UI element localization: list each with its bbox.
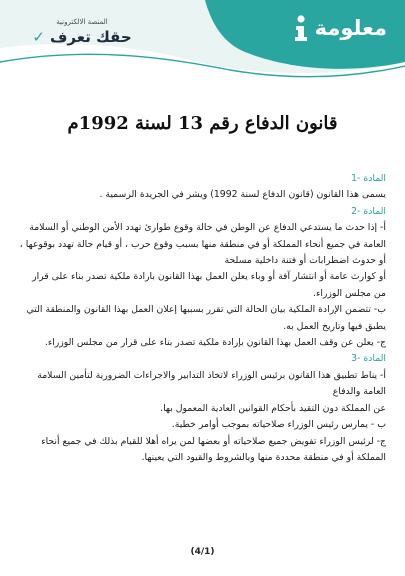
text-line: يطبق فيها وتاريخ العمل به. bbox=[283, 320, 386, 332]
text-line: أ- إذا حدث ما يستدعي الدفاع عن الوطن في حالة وقوع طوارئ تهدد الأمن الوطني أو السلامة bbox=[29, 222, 386, 234]
text-line: العامة والدفاع bbox=[332, 386, 386, 398]
text-line: يسمى هذا القانون (قانون الدفاع لسنة 1992) ويشر في الجريدة الرسمية . bbox=[99, 189, 386, 201]
page-header bbox=[0, 0, 405, 80]
text-line: أو كوارث عامة أو انتشار آفة أو وباء يعلن العمل بهذا القانون بارادة ملكية تصدر بناء على قرار bbox=[32, 271, 386, 283]
brand-logo[interactable] bbox=[291, 14, 387, 42]
text-line: أ- يناط تطبيق هذا القانون برئيس الوزراء لاتخاذ التدابير والاجراءات الضرورية لتأمين السلامة bbox=[37, 369, 386, 381]
brand-logo-name: معلومة bbox=[314, 16, 387, 40]
info-icon bbox=[291, 14, 311, 42]
text-line: العامة في جميع أنحاء المملكة أو في منطقة منها بسبب وقوع حرب ، أو قيام حالة تهدد بوقوعها ، bbox=[19, 238, 386, 250]
article-heading: المادة -2 bbox=[351, 205, 386, 217]
text-line: أو حدوث اضطرابات أو فتنة داخلية مسلحة bbox=[224, 255, 386, 267]
article-heading: المادة -3 bbox=[351, 353, 386, 365]
platform-logo-caption: المنصة الالكترونية bbox=[56, 18, 108, 26]
text-line: المملكة أو في منطقة محددة منها وبالشروط والقيود التي يعينها. bbox=[141, 451, 386, 463]
document-title: قانون الدفاع رقم 13 لسنة 1992م bbox=[67, 113, 338, 134]
platform-logo[interactable] bbox=[12, 18, 152, 58]
text-line: من مجلس الوزراء. bbox=[313, 287, 386, 299]
platform-logo-name: حقك تعرف bbox=[50, 28, 132, 46]
text-line: ب- تتضمن الإرادة الملكية بيان الحالة التي تقرر بسببها إعلان العمل بهذا القانون والمنطقة التي bbox=[26, 304, 386, 316]
page-number: (4/1) bbox=[190, 547, 215, 557]
checkmark-icon: ✓ bbox=[32, 28, 45, 46]
text-line: ج- لرئيس الوزراء تفويض جميع صلاحياته أو بعضها لمن يراه أهلا للقيام بذلك في جميع أنحاء bbox=[41, 435, 386, 447]
text-line: ج- يعلن عن وقف العمل بهذا القانون بإرادة ملكية تصدر بناء على قرار من مجلس الوزراء. bbox=[44, 337, 386, 349]
text-line: ب - يمارس رئيس الوزراء صلاحياته بموجب أوامر خطية. bbox=[171, 419, 386, 431]
text-line: عن المملكة دون التقيد بأحكام القوانين العادية المعمول بها. bbox=[160, 402, 386, 414]
law-text bbox=[18, 171, 386, 466]
article-heading: المادة -1 bbox=[351, 173, 386, 184]
